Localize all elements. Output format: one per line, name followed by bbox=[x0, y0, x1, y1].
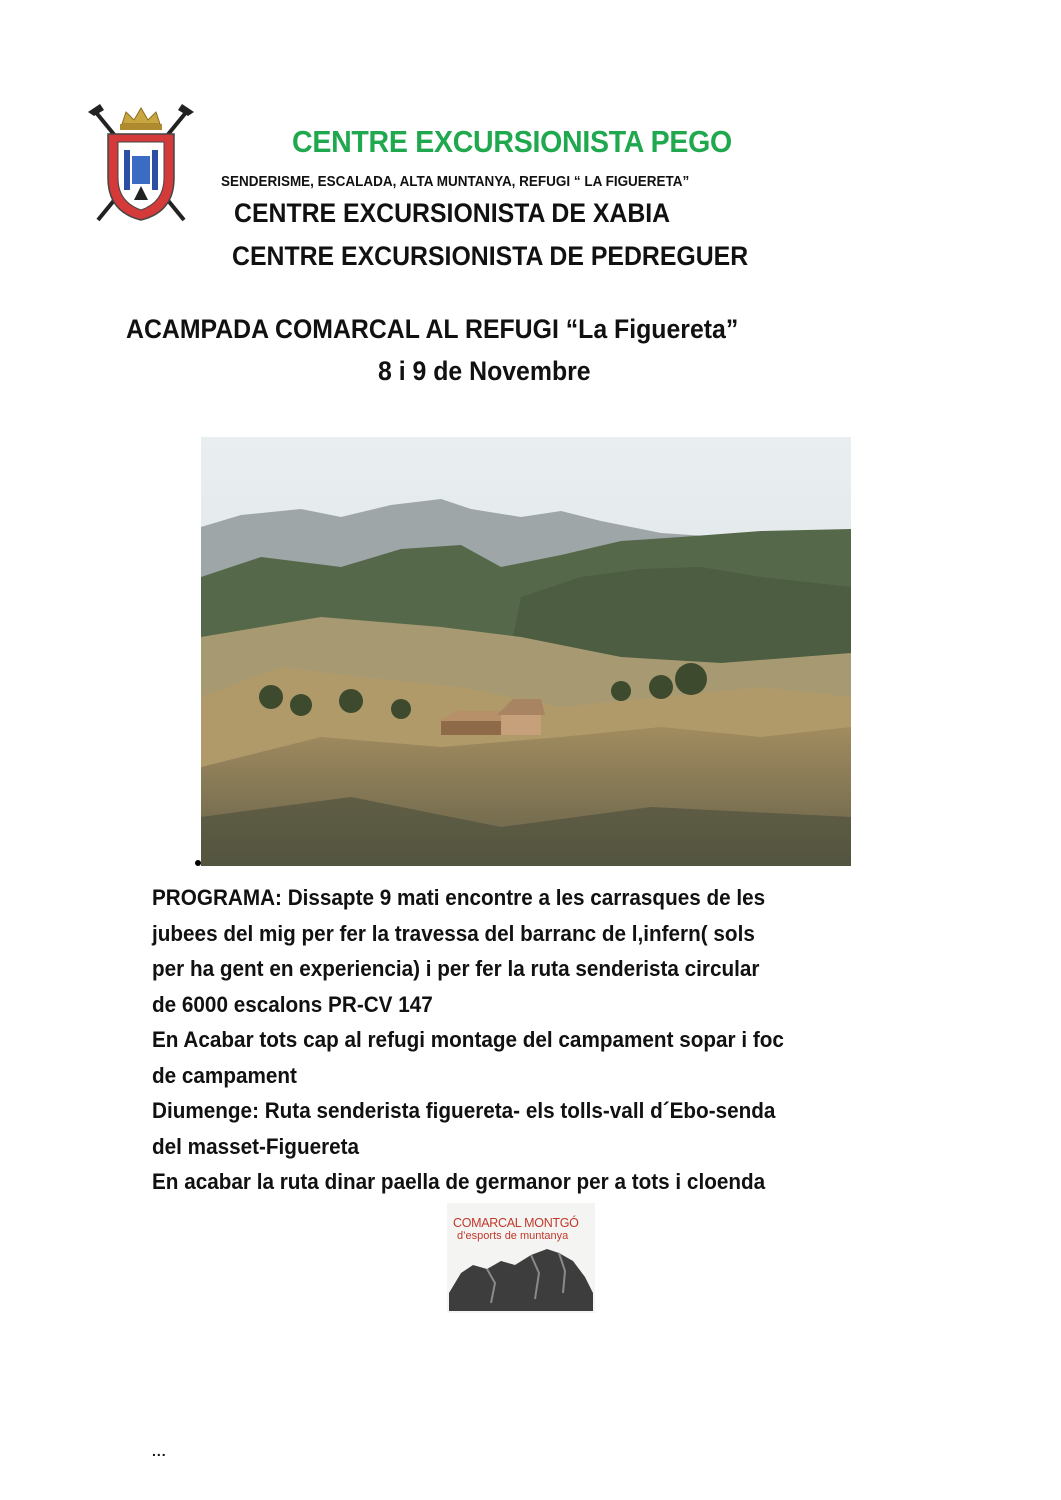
program-line: jubees del mig per fer la travessa del barranc de l,infern( sols bbox=[152, 920, 755, 946]
org-title: CENTRE EXCURSIONISTA PEGO bbox=[292, 124, 732, 159]
program-line: Diumenge: Ruta senderista figuereta- els tolls-vall d´Ebo-senda bbox=[152, 1098, 776, 1123]
program-line: En acabar la ruta dinar paella de germanor per a tots i cloenda bbox=[152, 1169, 766, 1194]
bullet-point bbox=[195, 860, 201, 866]
event-dates: 8 i 9 de Novembre bbox=[378, 356, 591, 386]
montgo-logo-title: COMARCAL MONTGÓ bbox=[453, 1216, 579, 1230]
co-organizer-pedreguer: CENTRE EXCURSIONISTA DE PEDREGUER bbox=[232, 241, 749, 271]
co-organizer-xabia: CENTRE EXCURSIONISTA DE XABIA bbox=[234, 198, 671, 228]
program-text bbox=[152, 880, 870, 1200]
page-continuation-ellipsis: ... bbox=[152, 1443, 167, 1459]
program-line: PROGRAMA: Dissapte 9 mati encontre a les carrasques de les bbox=[152, 885, 766, 910]
centre-excursionista-pego-logo bbox=[86, 100, 196, 226]
refuge-landscape-photo bbox=[201, 437, 851, 866]
comarcal-montgo-logo bbox=[447, 1203, 595, 1313]
program-line: del masset-Figuereta bbox=[152, 1133, 360, 1159]
program-line: En Acabar tots cap al refugi montage del campament sopar i foc bbox=[152, 1027, 784, 1052]
program-line: de 6000 escalons PR-CV 147 bbox=[152, 991, 433, 1017]
program-line: de campament bbox=[152, 1062, 297, 1088]
montgo-logo-subtitle: d’esports de muntanya bbox=[457, 1230, 569, 1242]
mountain-icon bbox=[447, 1203, 595, 1313]
event-title: ACAMPADA COMARCAL AL REFUGI “La Figuereta” bbox=[126, 314, 739, 344]
program-line: per ha gent en experiencia) i per fer la ruta senderista circular bbox=[152, 956, 760, 981]
org-subtitle: SENDERISME, ESCALADA, ALTA MUNTANYA, REFUGI “ LA FIGUERETA” bbox=[221, 174, 690, 190]
